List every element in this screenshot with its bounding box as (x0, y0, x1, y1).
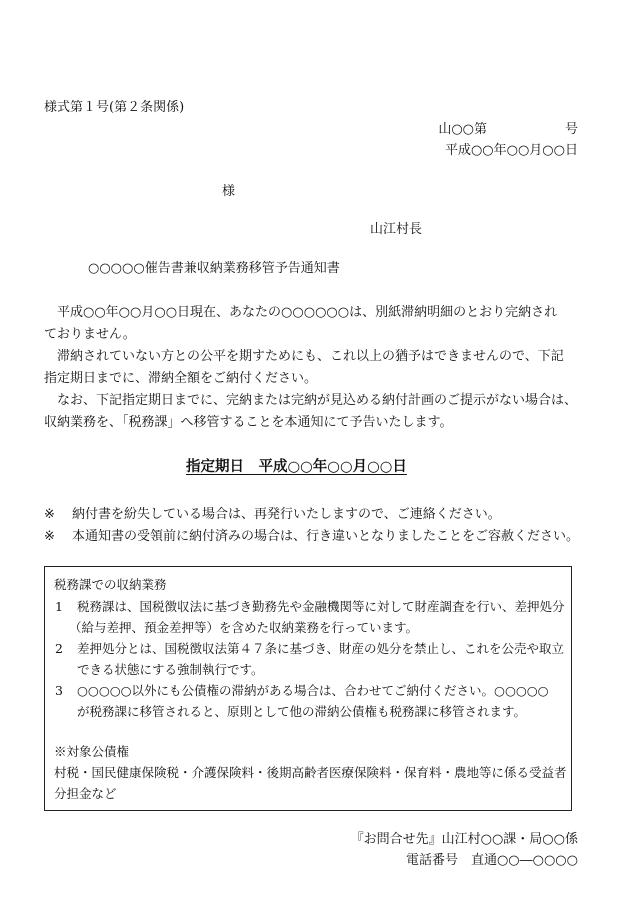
note-mark-2: ※ (44, 529, 55, 544)
item-number-3: 3 (55, 683, 63, 698)
item-3-line-1: ○○○○○以外にも公債権の滞納がある場合は、合わせてご納付ください。○○○○○ (77, 683, 549, 698)
item-1-line-1: 税務課は、国税徴収法に基づき勤務先や金融機関等に対して財産調査を行い、差押処分 (77, 599, 565, 614)
box-title: 税務課での収納業務 (54, 577, 167, 592)
sender: 山江村長 (370, 222, 423, 237)
target-heading: ※対象公債権 (54, 744, 130, 759)
item-1-line-2: （給与差押、預金差押等）を含めた収納業務を行っています。 (69, 620, 419, 635)
tax-division-info-box (44, 566, 572, 811)
addressee-suffix: 様 (222, 184, 236, 199)
paragraph-3-line-1: なお、下記指定期日までに、完納または完納が見込める納付計画のご提示がない場合は、 (57, 393, 578, 408)
item-2-line-2: できる状態にする強制執行です。 (77, 662, 264, 677)
note-mark-1: ※ (44, 507, 55, 522)
note-text-1: 納付書を紛失している場合は、再発行いたしますので、ご連絡ください。 (72, 507, 501, 522)
target-line-1: 村税・国民健康保険税・介護保険料・後期高齢者医療保険料・保育料・農地等に係る受益者 (54, 765, 567, 780)
target-line-2: 分担金など (54, 786, 117, 801)
paragraph-2-line-1: 滞納されていない方との公平を期すためにも、これ以上の猶予はできませんので、下記 (57, 349, 564, 364)
paragraph-1-line-2: ておりません。 (44, 327, 136, 342)
item-number-1: 1 (55, 599, 63, 614)
item-3-line-2: が税務課に移管されると、原則として他の滞納公債権も税務課に移管されます。 (77, 704, 527, 719)
paragraph-3-line-2: 収納業務を、「税務課」へ移管することを本通知にて予告いたします。 (44, 415, 453, 430)
paragraph-2-line-2: 指定期日までに、滞納全額をご納付ください。 (44, 371, 318, 386)
paragraph-1-line-1: 平成○○年○○月○○日現在、あなたの○○○○○○は、別紙滞納明細のとおり完納され (57, 305, 558, 320)
item-2-line-1: 差押処分とは、国税徴収法第４７条に基づき、財産の処分を禁止し、これを公売や取立 (77, 641, 565, 656)
document-number: 山○○第 号 (438, 122, 578, 137)
contact-line-2: 電話番号 直通○○―○○○○ (405, 853, 578, 868)
deadline: 指定期日 平成○○年○○月○○日 (186, 458, 407, 475)
document-title: ○○○○○催告書兼収納業務移管予告通知書 (88, 261, 340, 276)
document-date: 平成○○年○○月○○日 (444, 143, 578, 158)
item-number-2: 2 (55, 641, 63, 656)
form-label: 様式第１号(第２条関係) (44, 100, 185, 115)
note-text-2: 本通知書の受領前に納付済みの場合は、行き違いとなりましたことをご容赦ください。 (72, 529, 580, 544)
contact-line-1: 『お問合せ先』山江村○○課・局○○係 (350, 832, 578, 847)
